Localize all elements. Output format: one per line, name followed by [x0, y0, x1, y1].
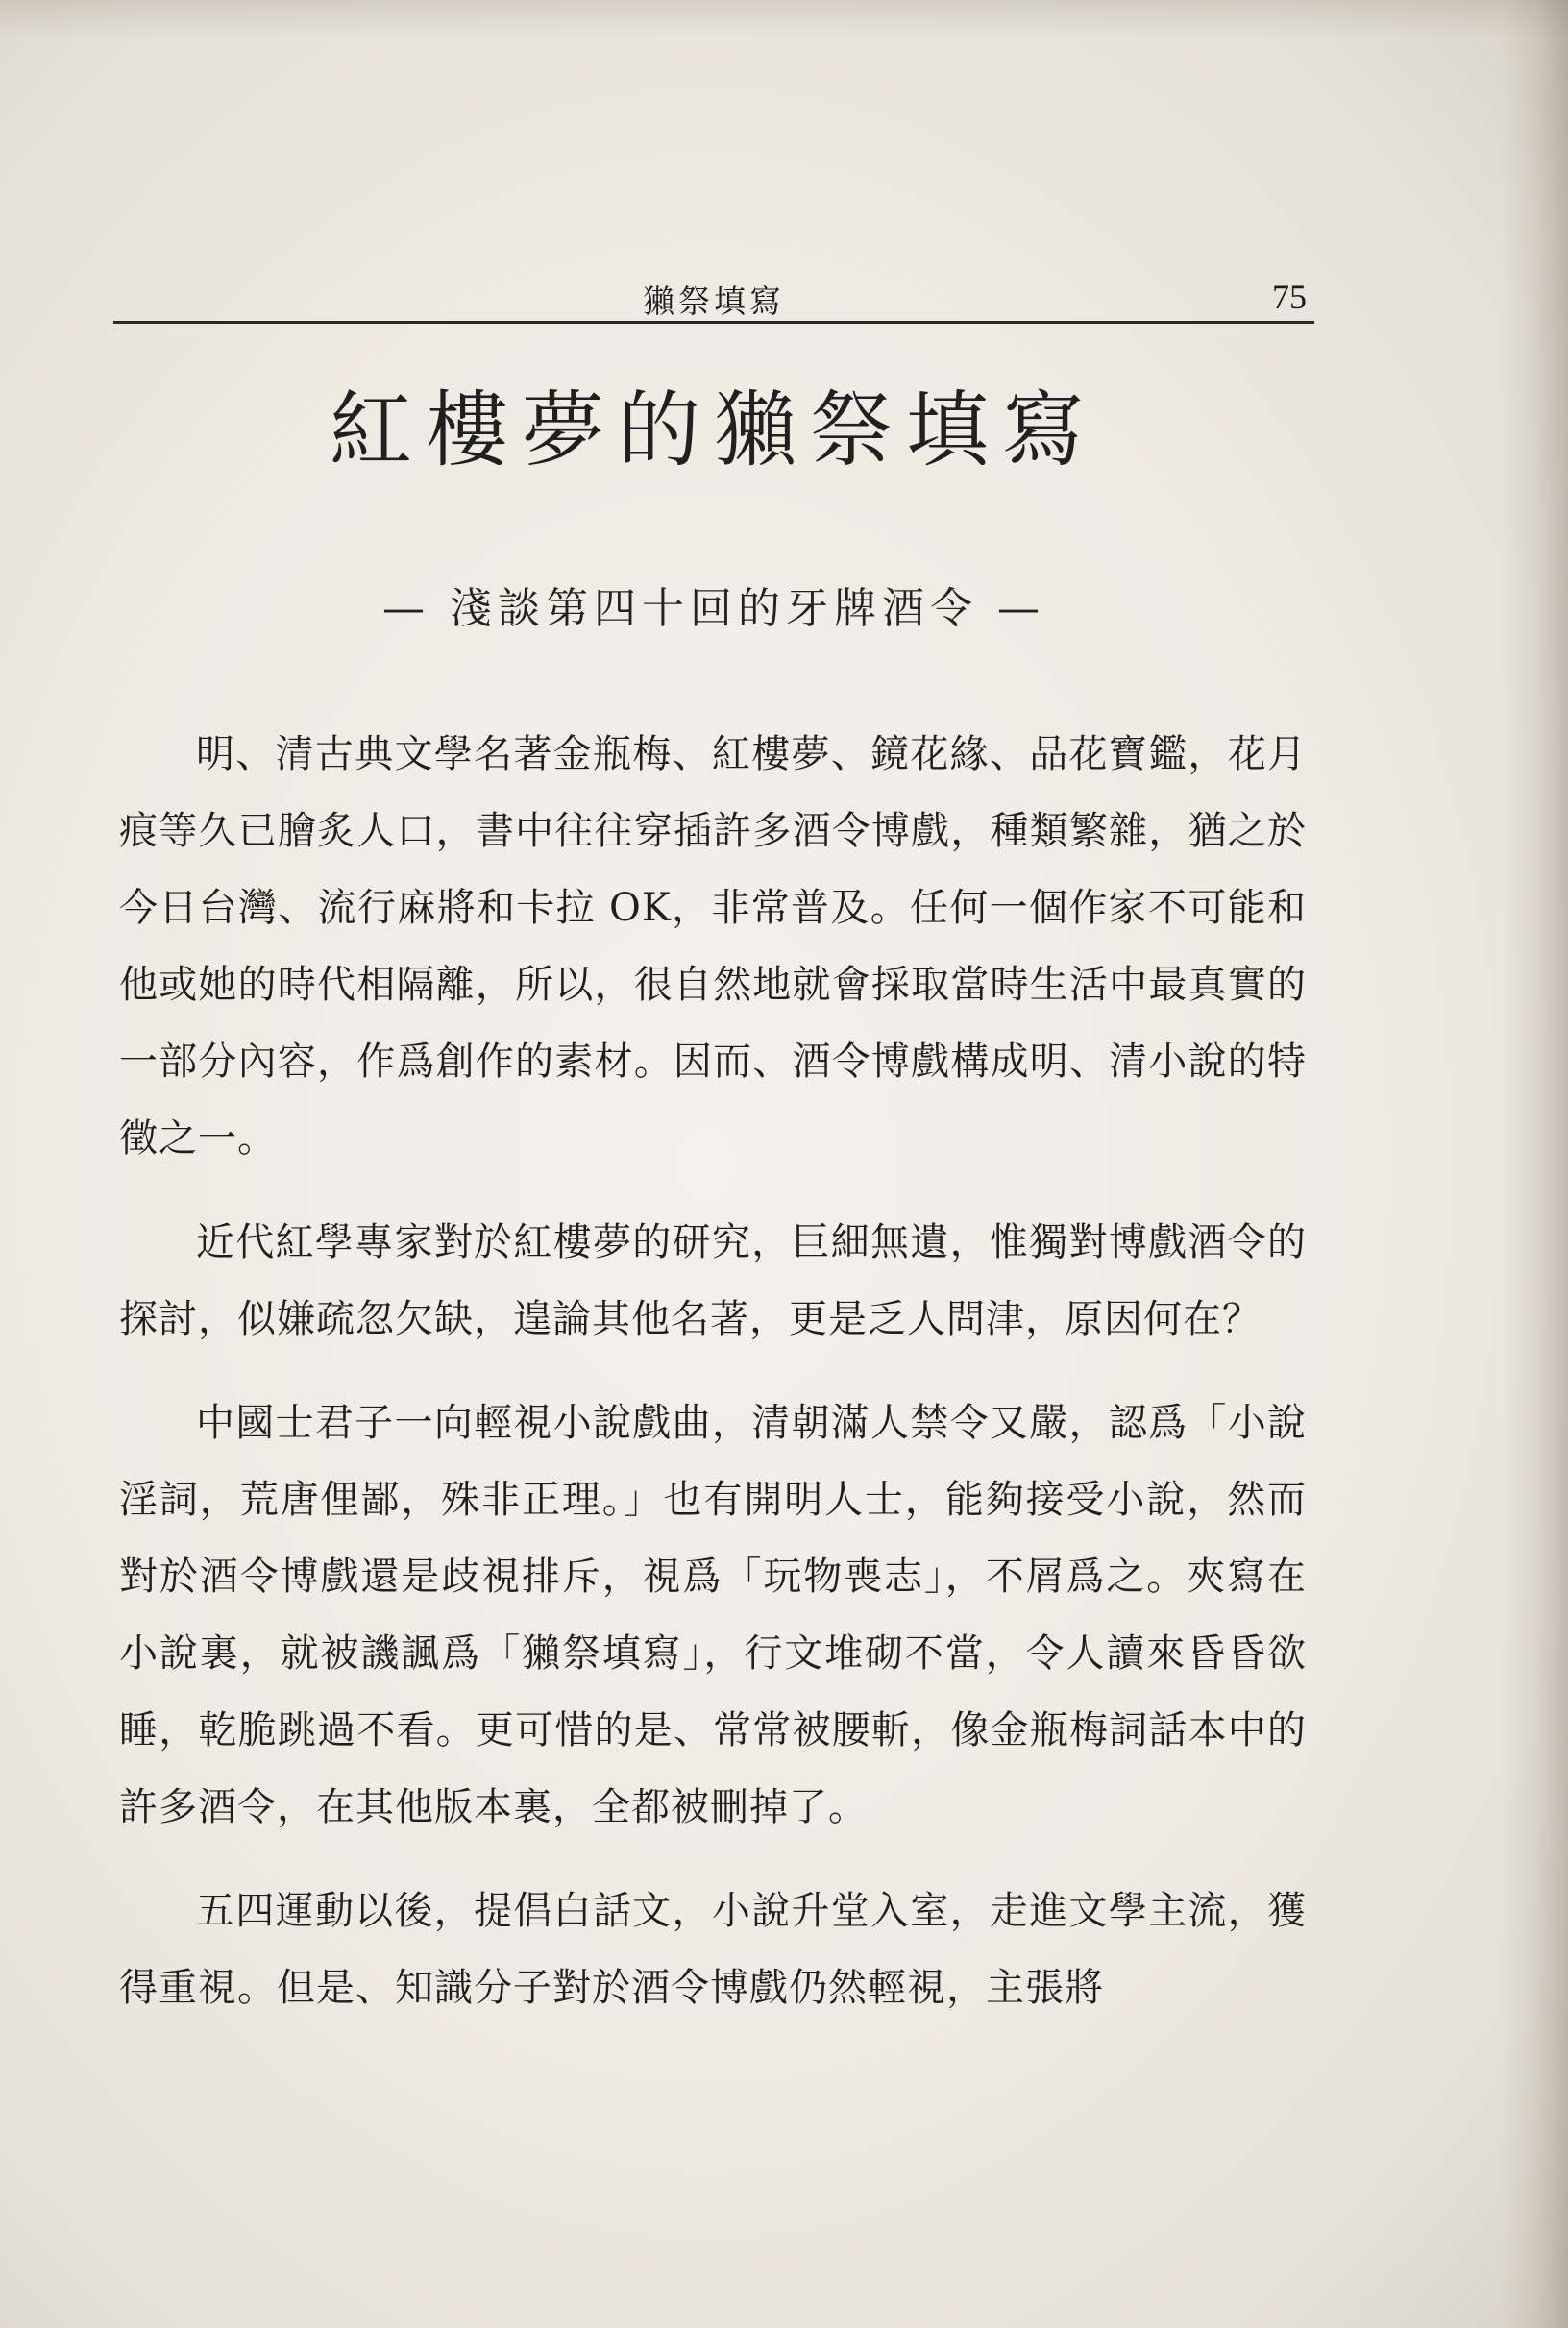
running-head: [113, 271, 1314, 321]
article-body: [119, 716, 1307, 2053]
running-head-title: 獺祭填寫: [643, 282, 785, 320]
body-paragraph: 五四運動以後，提倡白話文，小說升堂入室，走進文學主流，獲得重視。但是、知識分子對於酒令博戲仍然輕視，主張將: [119, 1889, 1307, 2010]
body-paragraph: 中國士君子一向輕視小說戲曲，清朝滿人禁令又嚴，認爲「小說淫詞，荒唐俚鄙，殊非正理。」也有開明人士，能夠接受小說，然而對於酒令博戲還是歧視排斥，視爲「玩物喪志」，不屑爲之。夾寫在小說裏，就被譏諷爲「獺祭填寫」，行文堆砌不當，令人讀來昏昏欲睡，乾脆跳過不看。更可惜的是、常常被腰斬，像金瓶梅詞話本中的許多酒令，在其他版本裏，全都被刪掉了。: [119, 1401, 1307, 1829]
header-rule: [113, 321, 1314, 324]
page-top-shadow: [0, 0, 1568, 38]
article-subtitle: — 淺談第四十回的牙牌酒令 —: [382, 584, 1045, 633]
body-paragraph: 近代紅學專家對於紅樓夢的研究，巨細無遺，惟獨對博戲酒令的探討，似嫌疏忽欠缺，遑論其他名著，更是乏人問津，原因何在？: [119, 1220, 1307, 1341]
body-paragraph: 明、清古典文學名著金瓶梅、紅樓夢、鏡花緣、品花寶鑑，花月痕等久已膾炙人口，書中往往穿插許多酒令博戲，種類繁雜，猶之於今日台灣、流行麻將和卡拉 OK，非常普及。任何一個作家不可能和他或她的時代相隔離，所以，很自然地就會採取當時生活中最真實的一部分內容，作爲創作的素材。因而、酒令博戲構成明、清小說的特徵之一。: [119, 732, 1307, 1161]
article-title: 紅樓夢的獺祭填寫: [330, 382, 1098, 478]
page-number: 75: [1272, 278, 1307, 316]
page-spine-shadow: [1501, 0, 1568, 2328]
